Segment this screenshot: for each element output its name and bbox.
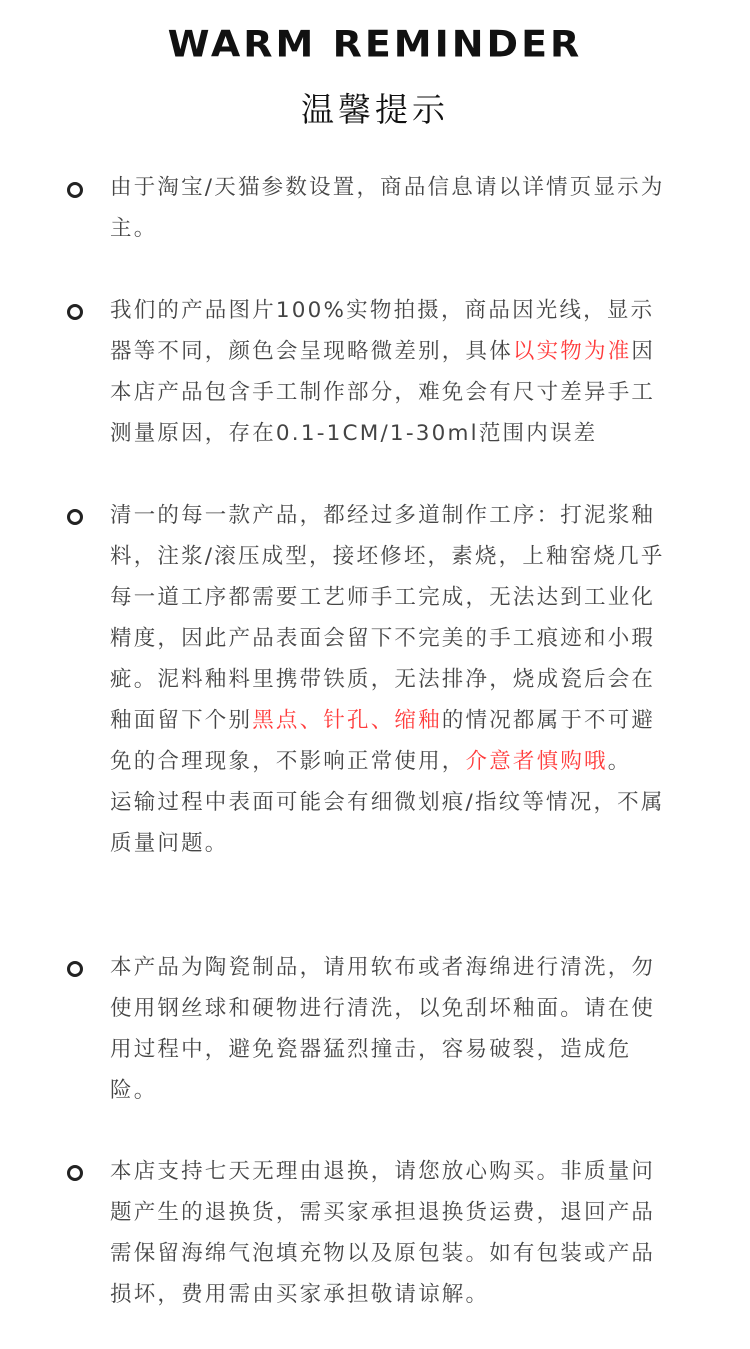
reminder-text: 本产品为陶瓷制品，请用软布或者海绵进行清洗，勿使用钢丝球和硬物进行清洗，以免刮坏釉面。请在使用过程中，避免瓷器猛烈撞击，容易破裂，造成危险。 <box>110 955 656 1103</box>
bullet-circle-icon <box>67 182 83 198</box>
bullet-circle-icon <box>67 1165 83 1181</box>
reminder-text: 清一的每一款产品，都经过多道制作工序：打泥浆釉料，注浆/滚压成型，接坯修坯，素烧，上釉窑烧几乎每一道工序都需要工艺师手工完成，无法达到工业化精度，因此产品表面会留下不完美的手工痕迹和小瑕疵。泥料釉料里携带铁质，无法排净，烧成瓷后会在釉面留下个别 <box>110 503 665 733</box>
reminder-item-1 <box>110 167 670 249</box>
highlight-text: 以实物为准 <box>512 339 632 364</box>
reminder-text: 由于淘宝/天猫参数设置，商品信息请以详情页显示为主。 <box>110 175 665 241</box>
reminder-item-3 <box>110 495 670 864</box>
reminder-text: 的情况都属于不可避免的合理现象，不影响正常使用， <box>110 708 656 774</box>
reminder-text: 我们的产品图片100%实物拍摄，商品因光线，显示器等不同，颜色会呈现略微差别，具体 <box>110 298 655 364</box>
bullet-circle-icon <box>67 304 83 320</box>
reminder-item-5 <box>110 1151 670 1315</box>
reminder-text: 。 <box>607 749 632 774</box>
reminder-text: 本店支持七天无理由退换，请您放心购买。非质量问题产生的退换货，需买家承担退换货运费，退回产品需保留海绵气泡填充物以及原包装。如有包装或产品损坏，费用需由买家承担敬请谅解。 <box>110 1159 656 1307</box>
bullet-circle-icon <box>67 509 83 525</box>
title-chinese: 温馨提示 <box>301 90 449 129</box>
reminder-item-4 <box>110 947 670 1111</box>
title-english: WARM REMINDER <box>167 23 583 65</box>
bullet-circle-icon <box>67 961 83 977</box>
highlight-text: 介意者慎购哦 <box>465 749 608 774</box>
reminder-text: 运输过程中表面可能会有细微划痕/指纹等情况，不属质量问题。 <box>110 790 665 856</box>
highlight-text: 黑点、针孔、缩釉 <box>252 708 442 733</box>
reminder-text: 因本店产品包含手工制作部分，难免会有尺寸差异手工测量原因，存在0.1-1CM/1-30ml范围内误差 <box>110 339 656 446</box>
reminder-item-2 <box>110 290 670 454</box>
